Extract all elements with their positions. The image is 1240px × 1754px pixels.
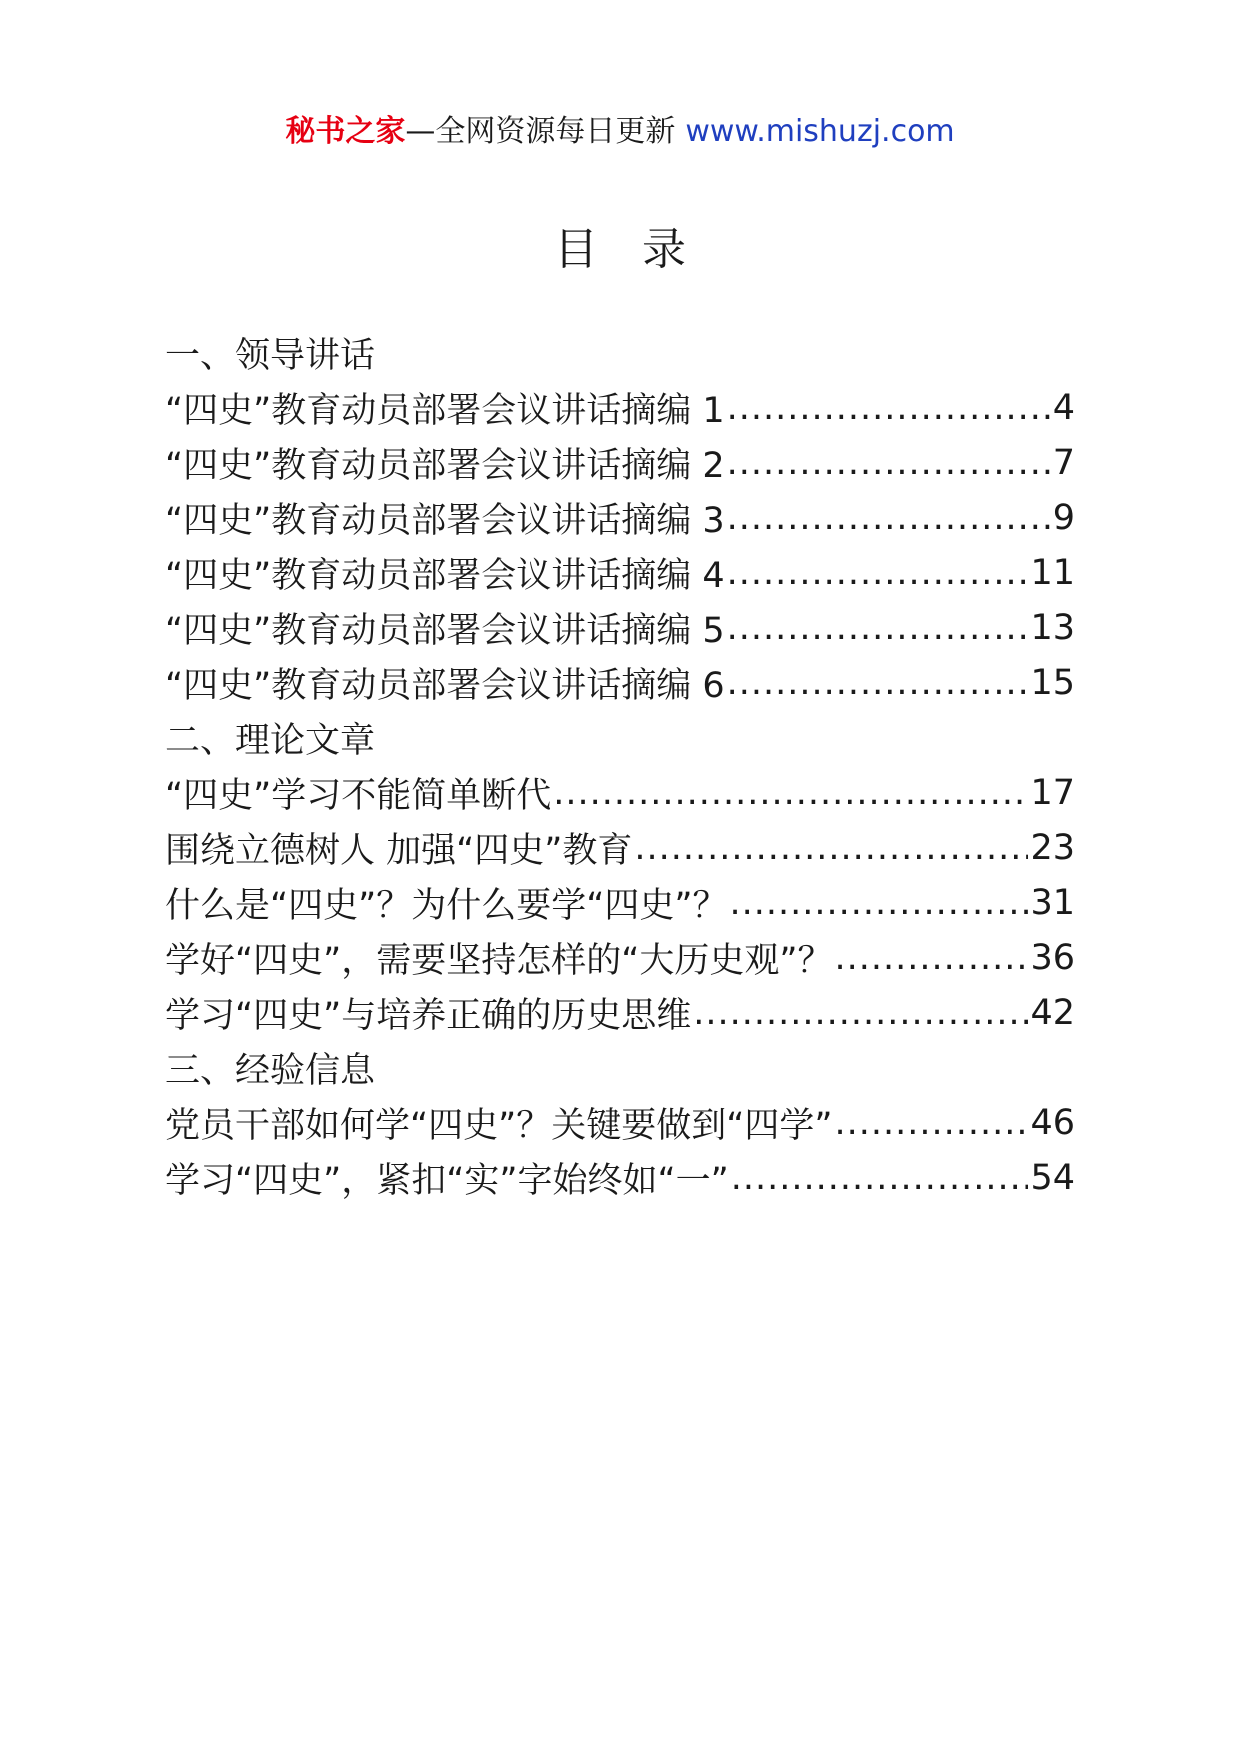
entry-title: 学习“四史”与培养正确的历史思维 [165, 995, 692, 1036]
dot-leader [553, 773, 1028, 813]
section-title: 一、领导讲话 [165, 335, 376, 376]
section-title: 三、经验信息 [165, 1050, 376, 1091]
dot-leader [727, 498, 1051, 538]
entry-title: “四史”教育动员部署会议讲话摘编 1 [165, 390, 725, 431]
page-number: 11 [1030, 552, 1075, 593]
entry-title: 学好“四史”，需要坚持怎样的“大历史观”？ [165, 940, 833, 981]
page-number: 13 [1030, 607, 1075, 648]
entry-title: “四史”教育动员部署会议讲话摘编 6 [165, 665, 725, 706]
dot-leader [727, 443, 1051, 483]
page-number: 17 [1030, 772, 1075, 813]
entry-title: “四史”教育动员部署会议讲话摘编 2 [165, 445, 725, 486]
entry-title: “四史”教育动员部署会议讲话摘编 3 [165, 500, 725, 541]
toc-entry[interactable] [165, 655, 1075, 710]
dot-leader [727, 553, 1029, 593]
entry-title: “四史”教育动员部署会议讲话摘编 5 [165, 610, 725, 651]
entry-title: 什么是“四史”？为什么要学“四史”？ [165, 885, 728, 926]
page-number: 36 [1030, 937, 1075, 978]
page-title: 目录 [554, 224, 730, 275]
entry-title: “四史”教育动员部署会议讲话摘编 4 [165, 555, 725, 596]
toc-entry[interactable] [165, 820, 1075, 875]
entry-title: 党员干部如何学“四史”？关键要做到“四学” [165, 1105, 833, 1146]
page-number: 42 [1030, 992, 1075, 1033]
dot-leader [835, 1103, 1029, 1143]
toc-entry[interactable] [165, 1095, 1075, 1150]
dot-leader [731, 1158, 1029, 1198]
toc-section-heading [165, 710, 1075, 765]
entry-title: 学习“四史”，紧扣“实”字始终如“一” [165, 1160, 729, 1201]
page-number: 7 [1052, 442, 1075, 483]
toc-entry[interactable] [165, 380, 1075, 435]
header-slogan: —全网资源每日更新 [405, 114, 676, 149]
toc-entry[interactable] [165, 985, 1075, 1040]
toc-entry[interactable] [165, 930, 1075, 985]
toc-entry[interactable] [165, 600, 1075, 655]
toc-entry[interactable] [165, 1150, 1075, 1205]
brand-name: 秘书之家 [285, 114, 406, 149]
toc-entry[interactable] [165, 545, 1075, 600]
page-number: 9 [1052, 497, 1075, 538]
table-of-contents [165, 325, 1075, 1205]
dot-leader [835, 938, 1029, 978]
toc-entry[interactable] [165, 435, 1075, 490]
page-header [0, 112, 1240, 152]
page-number: 46 [1030, 1102, 1075, 1143]
toc-entry[interactable] [165, 765, 1075, 820]
dot-leader [634, 828, 1028, 868]
dot-leader [727, 388, 1051, 428]
toc-section-heading [165, 1040, 1075, 1095]
toc-entry[interactable] [165, 490, 1075, 545]
entry-title: 围绕立德树人 加强“四史”教育 [165, 830, 633, 871]
dot-leader [693, 993, 1028, 1033]
page-number: 31 [1030, 882, 1075, 923]
site-url-link[interactable]: www.mishuzj.com [685, 114, 955, 149]
dot-leader [727, 663, 1029, 703]
toc-entry[interactable] [165, 875, 1075, 930]
page-number: 4 [1052, 387, 1075, 428]
page-number: 54 [1030, 1157, 1075, 1198]
entry-title: “四史”学习不能简单断代 [165, 775, 552, 816]
section-title: 二、理论文章 [165, 720, 376, 761]
dot-leader [730, 883, 1029, 923]
dot-leader [727, 608, 1029, 648]
toc-section-heading [165, 325, 1075, 380]
page-number: 23 [1030, 827, 1075, 868]
page-number: 15 [1030, 662, 1075, 703]
